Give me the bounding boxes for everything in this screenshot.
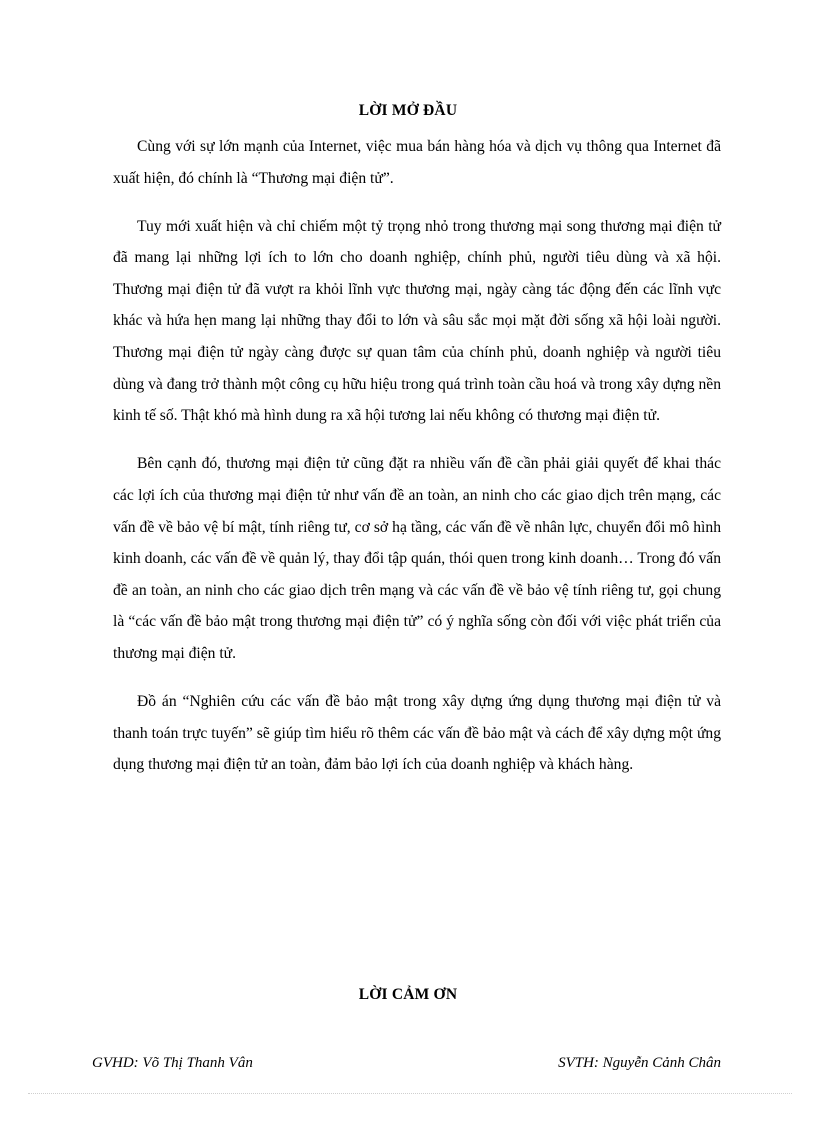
footer-student: SVTH: Nguyễn Cảnh Chân — [558, 1055, 721, 1071]
footer-supervisor: GVHD: Võ Thị Thanh Vân — [92, 1055, 253, 1071]
thanks-heading: LỜI CẢM ƠN — [358, 986, 458, 1003]
intro-paragraph-3: Bên cạnh đó, thương mại điện tử cũng đặt ra nhiều vấn đề cần phải giải quyết để khai thác các lợi ích của thương mại điện tử như vấn đề an toàn, an ninh cho các giao dịch trên mạng, các vấn đề về bảo vệ bí mật, tính riêng tư, cơ sở hạ tầng, các vấn đề về nhân lực, chuyển đổi mô hình kinh doanh, các vấn đề về quản lý, thay đổi tập quán, thói quen trong kinh doanh… Trong đó vấn đề an toàn, an ninh cho các giao dịch trên mạng và các vấn đề về bảo vệ tính riêng tư, gọi chung là “các vấn đề bảo mật trong thương mại điện tử” có ý nghĩa sống còn đối với việc phát triển của thương mại điện tử. — [113, 455, 721, 662]
footer-divider — [28, 1093, 792, 1094]
intro-paragraph-4: Đồ án “Nghiên cứu các vấn đề bảo mật trong xây dựng ứng dụng thương mại điện tử và thanh toán trực tuyến” sẽ giúp tìm hiểu rõ thêm các vấn đề bảo mật và cách để xây dựng một ứng dụng thương mại điện tử an toàn, đảm bảo lợi ích của doanh nghiệp và khách hàng. — [113, 693, 721, 774]
intro-paragraph-1: Cùng với sự lớn mạnh của Internet, việc mua bán hàng hóa và dịch vụ thông qua Internet đã xuất hiện, đó chính là “Thương mại điện tử”. — [113, 138, 721, 187]
intro-heading: LỜI MỞ ĐẦU — [358, 102, 458, 119]
intro-body — [113, 131, 721, 797]
intro-paragraph-2: Tuy mới xuất hiện và chỉ chiếm một tỷ trọng nhỏ trong thương mại song thương mại điện tử đã mang lại những lợi ích to lớn cho doanh nghiệp, chính phủ, người tiêu dùng và xã hội. Thương mại điện tử đã vượt ra khỏi lĩnh vực thương mại, ngày càng tác động đến các lĩnh vực khác và hứa hẹn mang lại những thay đổi to lớn và sâu sắc mọi mặt đời sống xã hội loài người. Thương mại điện tử ngày càng được sự quan tâm của chính phủ, doanh nghiệp và người tiêu dùng và đang trở thành một công cụ hữu hiệu trong quá trình toàn cầu hoá và trong xây dựng nền kinh tế số. Thật khó mà hình dung ra xã hội tương lai nếu không có thương mại điện tử. — [113, 217, 721, 425]
